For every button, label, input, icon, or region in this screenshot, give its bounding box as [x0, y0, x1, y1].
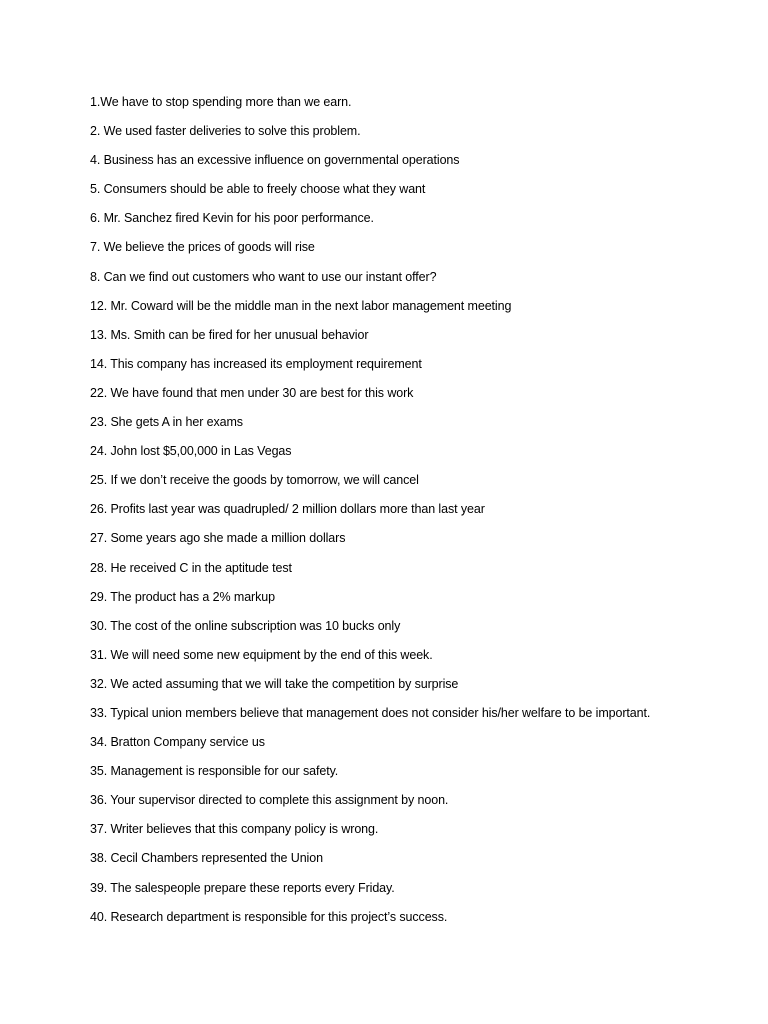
list-item: 26. Profits last year was quadrupled/ 2 million dollars more than last year [90, 502, 485, 517]
list-item: 30. The cost of the online subscription was 10 bucks only [90, 618, 401, 633]
list-item: 36. Your supervisor directed to complete this assignment by noon. [90, 793, 449, 808]
list-item: 39. The salespeople prepare these reports every Friday. [90, 880, 395, 895]
list-item: 29. The product has a 2% markup [90, 589, 275, 604]
list-item: 38. Cecil Chambers represented the Union [90, 851, 323, 866]
list-item: 7. We believe the prices of goods will rise [90, 240, 315, 255]
list-item: 5. Consumers should be able to freely choose what they want [90, 182, 426, 197]
list-item: 24. John lost $5,00,000 in Las Vegas [90, 444, 292, 459]
list-item: 22. We have found that men under 30 are best for this work [90, 385, 414, 400]
list-item: 28. He received C in the aptitude test [90, 560, 292, 575]
list-item: 1.We have to stop spending more than we earn. [90, 95, 352, 109]
list-item: 4. Business has an excessive influence on governmental operations [90, 153, 460, 168]
list-item: 37. Writer believes that this company policy is wrong. [90, 822, 379, 837]
list-item: 32. We acted assuming that we will take the competition by surprise [90, 676, 459, 691]
list-item: 31. We will need some new equipment by the end of this week. [90, 647, 433, 662]
list-item: 12. Mr. Coward will be the middle man in the next labor management meeting [90, 298, 512, 313]
list-item: 14. This company has increased its employment requirement [90, 356, 422, 371]
list-item: 27. Some years ago she made a million dollars [90, 531, 346, 546]
list-item: 2. We used faster deliveries to solve this problem. [90, 124, 361, 139]
list-item: 33. Typical union members believe that management does not consider his/her welfare to be important. [90, 705, 651, 720]
list-item: 13. Ms. Smith can be fired for her unusual behavior [90, 327, 369, 342]
list-item: 35. Management is responsible for our safety. [90, 764, 339, 779]
list-item: 8. Can we find out customers who want to use our instant offer? [90, 269, 437, 284]
list-item: 6. Mr. Sanchez fired Kevin for his poor performance. [90, 211, 374, 226]
list-item: 40. Research department is responsible for this project’s success. [90, 909, 448, 924]
list-item: 23. She gets A in her exams [90, 415, 243, 430]
list-item: 34. Bratton Company service us [90, 735, 265, 750]
list-item: 25. If we don’t receive the goods by tomorrow, we will cancel [90, 473, 419, 488]
sentence-list [90, 92, 730, 936]
